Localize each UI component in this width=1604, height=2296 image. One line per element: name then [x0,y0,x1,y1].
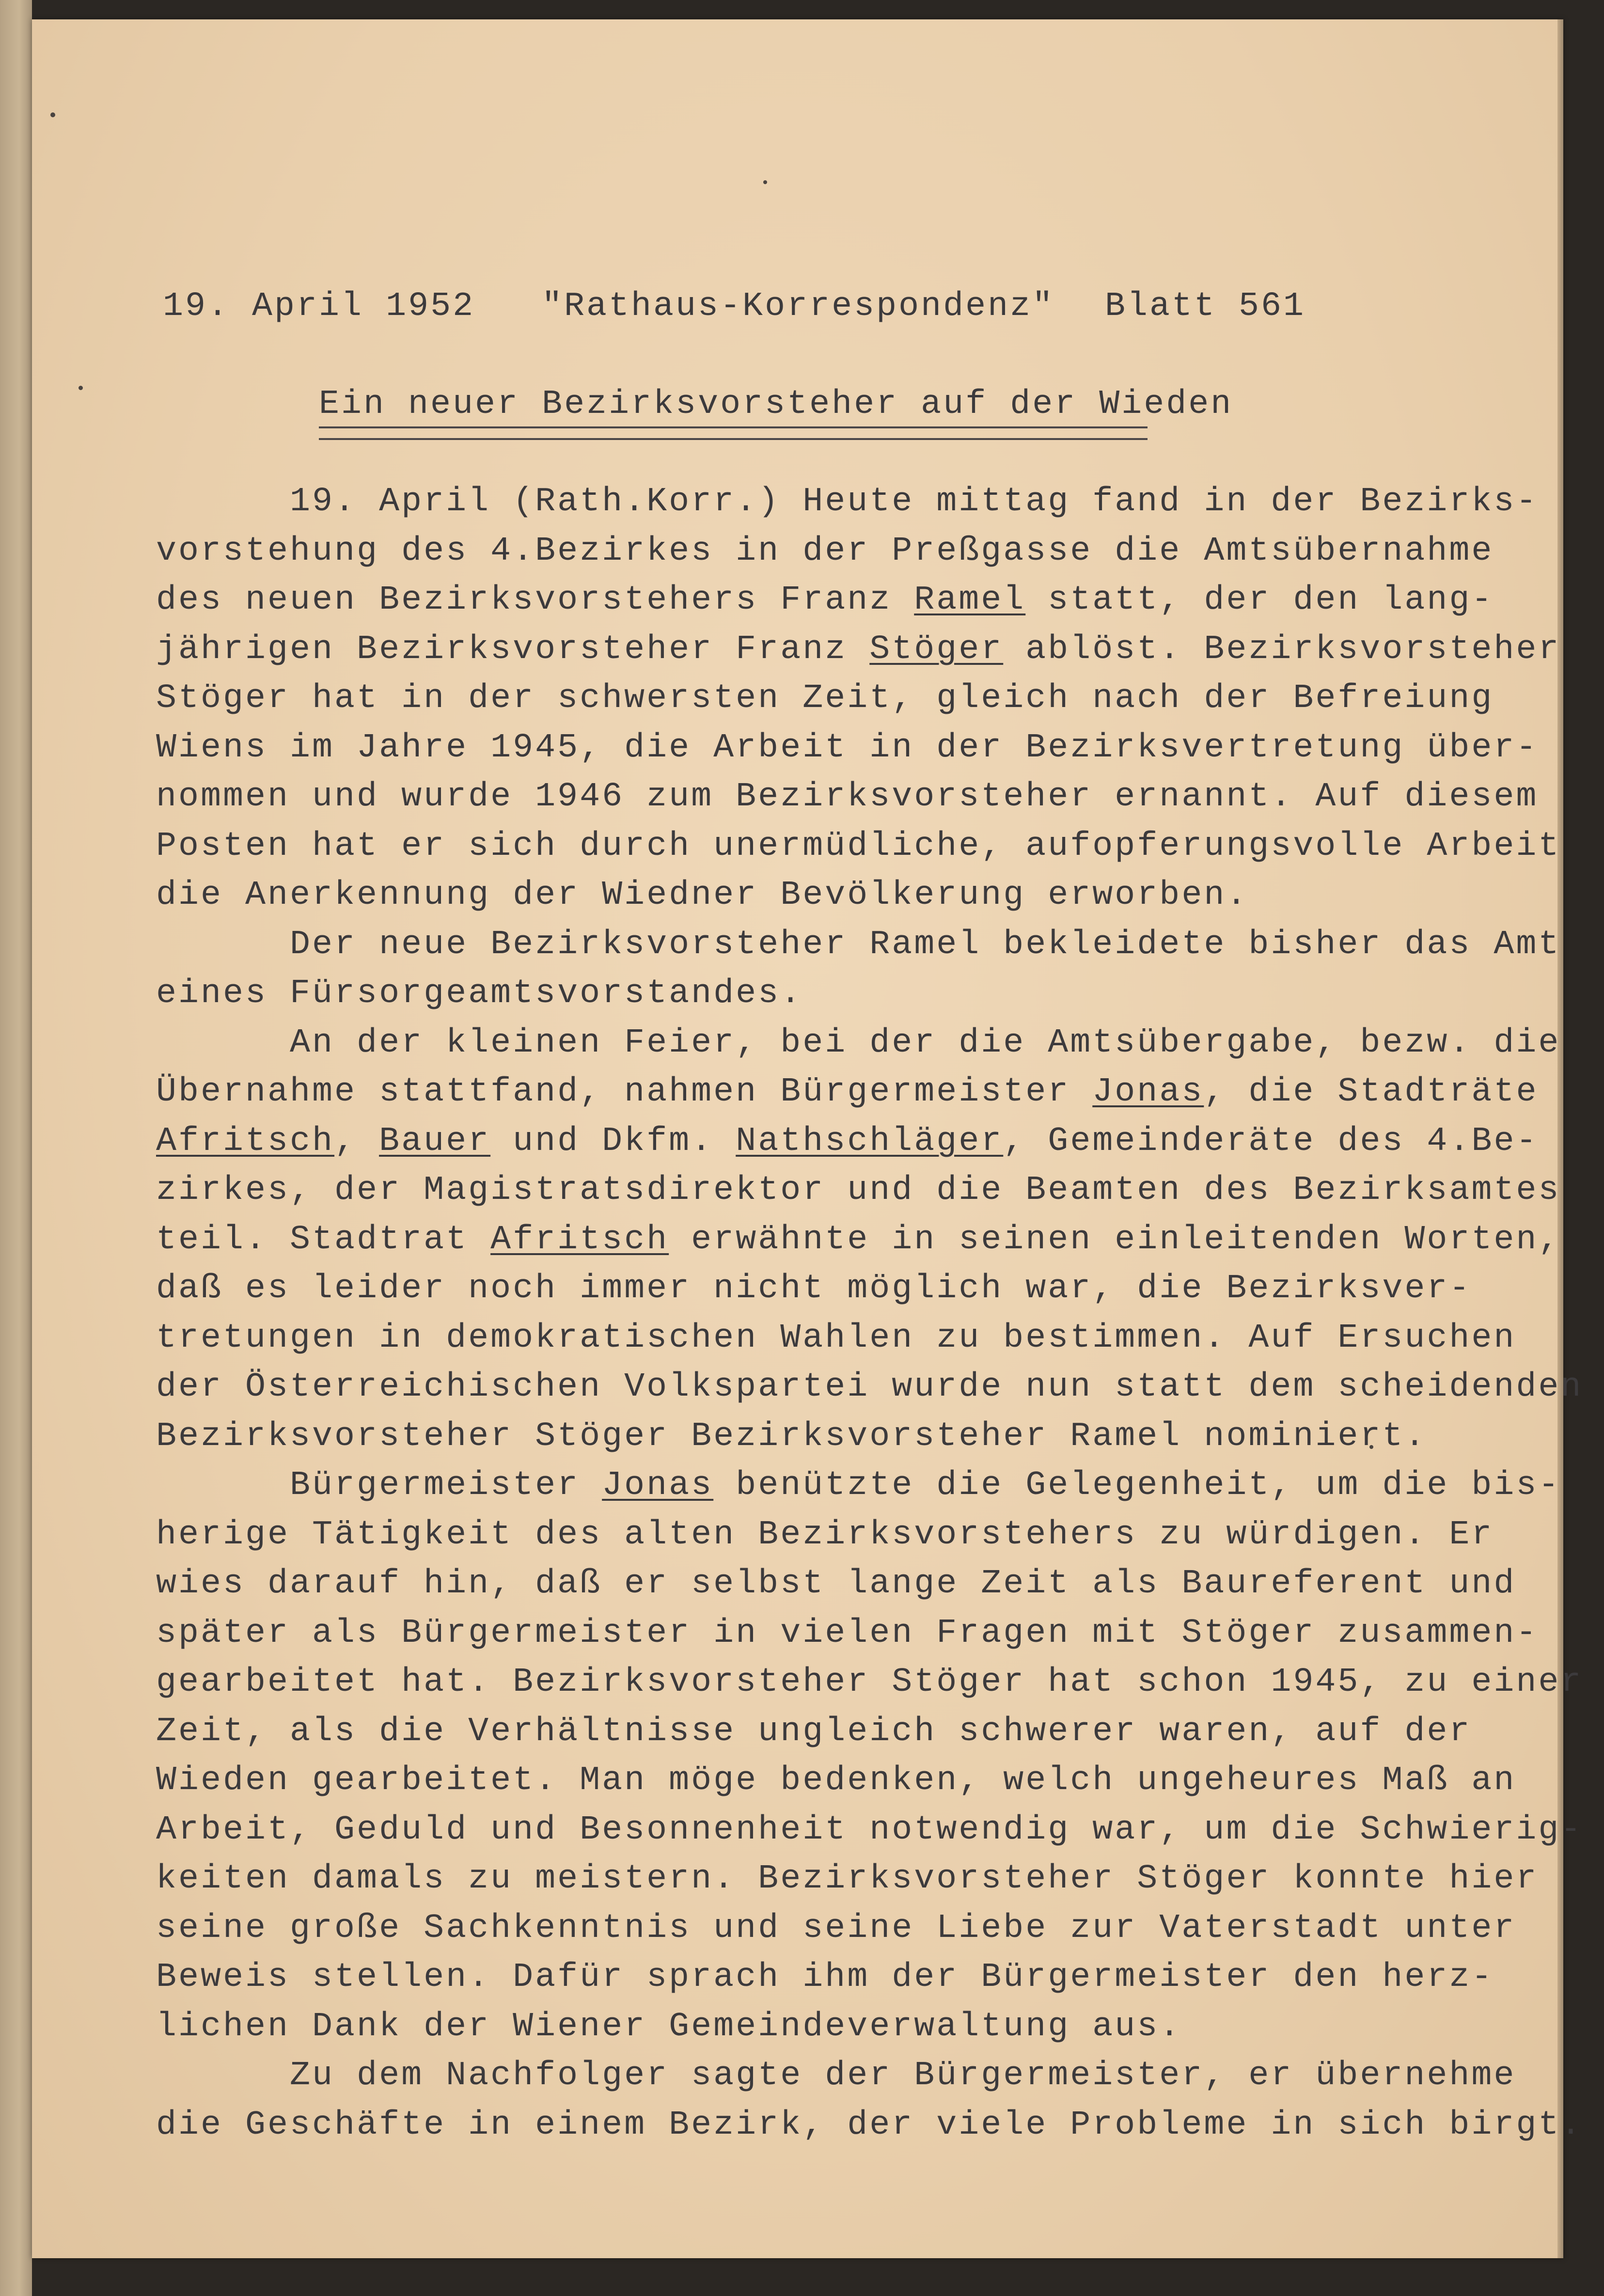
underlined-name: Afritsch [156,1122,335,1161]
body-line [156,2101,1583,2150]
text-run: Der neue Bezirksvorsteher Ramel bekleidete bisher das Amt [156,925,1561,964]
body-line [156,1609,1539,1658]
body-line [156,1314,1516,1363]
body-line [156,1215,1561,1265]
body-line [156,1068,1539,1117]
text-run: vorstehung des 4.Bezirkes in der Preßgasse die Amtsübernahme [156,532,1494,570]
text-run: nommen und wurde 1946 zum Bezirksvorsteher ernannt. Auf diesem [156,778,1539,816]
text-run: wies darauf hin, daß er selbst lange Zeit als Baureferent und [156,1565,1516,1603]
text-run: Stöger hat in der schwersten Zeit, gleich nach der Befreiung [156,679,1494,718]
text-run: Bezirksvorsteher Stöger Bezirksvorsteher Ramel nominiert. [156,1417,1427,1456]
text-run: teil. Stadtrat [156,1220,491,1259]
text-run: herige Tätigkeit des alten Bezirksvorstehers zu würdigen. Er [156,1515,1494,1554]
body-line [156,1412,1464,1462]
text-run: die Geschäfte in einem Bezirk, der viele Probleme in sich birgt. [156,2106,1583,2144]
body-line [156,1264,1472,1314]
body-line [156,1953,1494,2002]
header-publication: "Rathaus-Korrespondenz" [542,287,1055,326]
body-line [156,871,1464,920]
text-run: die Anerkennung der Wiedner Bevölkerung erworben. [156,876,1249,914]
text-run: Arbeit, Geduld und Besonnenheit notwendig war, um die Schwierig- [156,1810,1583,1849]
body-line [156,772,1539,822]
text-run: Zu dem Nachfolger sagte der Bürgermeister, er übernehme [156,2057,1516,2095]
text-run: Wieden gearbeitet. Man möge bedenken, welch ungeheures Maß an [156,1761,1516,1800]
paper-speck [50,112,55,117]
underlined-name: Nathschläger [736,1122,1004,1161]
text-run: Zeit, als die Verhältnisse ungleich schwerer waren, auf der [156,1712,1472,1751]
body-line [156,2002,1464,2052]
body-line [156,576,1494,625]
text-run: des neuen Bezirksvorstehers Franz [156,581,914,619]
text-run: und Dkfm. [490,1122,736,1161]
body-line [156,723,1539,773]
text-run: Übernahme stattfand, nahmen Bürgermeister [156,1073,1093,1111]
paper-speck [763,180,767,184]
underlined-name: Jonas [1092,1073,1204,1111]
body-line [156,1756,1516,1806]
paper-speck [79,386,83,390]
body-line [156,1363,1583,1412]
body-line [156,625,1561,675]
text-run: zirkes, der Magistratsdirektor und die Beamten des Bezirksamtes [156,1171,1561,1210]
body-line [156,1806,1583,1855]
underlined-name: Afritsch [490,1220,669,1259]
body-line [156,477,1539,527]
article-body [156,477,1583,2150]
text-run: Wiens im Jahre 1945, die Arbeit in der Bezirksvertretung über- [156,728,1539,767]
text-run: benützte die Gelegenheit, um die bis- [713,1466,1561,1505]
header-date: 19. April 1952 [163,287,475,326]
text-run: daß es leider noch immer nicht möglich war, die Bezirksver- [156,1270,1472,1308]
text-run: eines Fürsorgeamtsvorstandes. [156,975,803,1013]
underlined-name: Stöger [869,630,1004,669]
header-sheet: Blatt 561 [1105,287,1306,326]
text-run: Posten hat er sich durch unermüdliche, aufopferungsvolle Arbeit [156,827,1561,865]
text-run: keiten damals zu meistern. Bezirksvorsteher Stöger konnte hier [156,1860,1539,1898]
title-double-rule [319,426,1148,440]
text-run: , Gemeinderäte des 4.Be- [1003,1122,1539,1161]
text-run: seine große Sachkenntnis und seine Liebe zur Vaterstadt unter [156,1909,1516,1948]
page-edge-shadow [1557,19,1563,2258]
text-run: gearbeitet hat. Bezirksvorsteher Stöger hat schon 1945, zu einer [156,1663,1583,1701]
underlined-name: Jonas [602,1466,714,1505]
body-line [156,1904,1516,1953]
text-run: erwähnte in seinen einleitenden Worten, [669,1220,1561,1259]
text-run: später als Bürgermeister in vielen Fragen mit Stöger zusammen- [156,1614,1539,1652]
body-line [156,1559,1516,1609]
body-line [156,1855,1539,1904]
body-line [156,674,1494,723]
text-run: An der kleinen Feier, bei der die Amtsübergabe, bezw. die [156,1023,1561,1062]
adjacent-page-edge [0,0,32,2296]
body-line [156,920,1561,970]
text-run: 19. April (Rath.Korr.) Heute mittag fand in der Bezirks- [156,483,1539,521]
text-run: Bürgermeister [156,1466,602,1505]
body-line [156,822,1561,871]
body-line [156,969,1464,1019]
text-run: tretungen in demokratischen Wahlen zu bestimmen. Auf Ersuchen [156,1319,1516,1357]
text-run: Beweis stellen. Dafür sprach ihm der Bürgermeister den herz- [156,1958,1494,1997]
article-title: Ein neuer Bezirksvorsteher auf der Wieden [319,385,1233,424]
body-line [156,1510,1494,1560]
text-run: lichen Dank der Wiener Gemeindeverwaltung aus. [156,2007,1182,2046]
text-run: , die Stadträte [1204,1073,1539,1111]
text-run: statt, der den lang- [1025,581,1494,619]
underlined-name: Bauer [379,1122,491,1161]
underlined-name: Ramel [914,581,1026,619]
body-line [156,1658,1583,1707]
text-run: der Österreichischen Volkspartei wurde nun statt dem scheidenden [156,1368,1583,1406]
body-line [156,1461,1561,1510]
body-line [156,1019,1561,1068]
text-run: ablöst. Bezirksvorsteher [1003,630,1561,669]
body-line [156,1166,1561,1215]
body-line [156,527,1494,576]
body-line [156,1707,1472,1757]
text-run: , [334,1122,379,1161]
text-run: jährigen Bezirksvorsteher Franz [156,630,870,669]
body-line [156,2051,1516,2101]
body-line [156,1117,1539,1166]
